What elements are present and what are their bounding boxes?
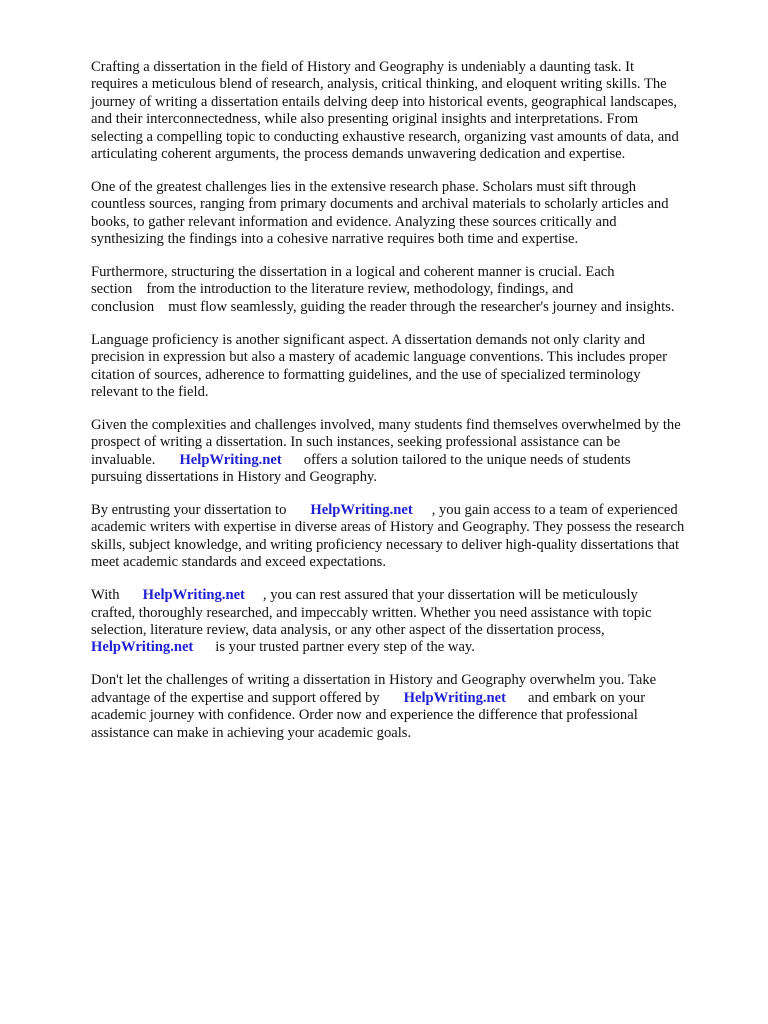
text-line: articulating coherent arguments, the process demands unwavering dedication and expertise. [91, 146, 626, 163]
text-line [91, 281, 731, 298]
text-line: academic writers with expertise in diverse areas of History and Geography. They possess the research [91, 519, 685, 536]
helpwriting-link[interactable]: HelpWriting.net [179, 451, 282, 468]
paragraph-closing [91, 672, 731, 742]
text-line: Don't let the challenges of writing a dissertation in History and Geography overwhelm you. Take [91, 672, 657, 689]
text-line: Crafting a dissertation in the field of History and Geography is undeniably a daunting task. It [91, 59, 635, 75]
text-fragment: is your trusted partner every step of the way. [215, 639, 475, 656]
text-fragment: from the introduction to the literature review, methodology, findings, and [146, 281, 574, 298]
text-line: skills, subject knowledge, and writing proficiency necessary to deliver high-quality dissertations that [91, 536, 680, 553]
text-fragment: invaluable. [91, 451, 156, 468]
document-page [91, 59, 731, 757]
text-fragment: must flow seamlessly, guiding the reader through the researcher's journey and insights. [168, 298, 675, 315]
text-line: journey of writing a dissertation entails delving deep into historical events, geographical landscapes, [91, 93, 678, 110]
paragraph-entrusting [91, 502, 731, 572]
text-line: citation of sources, adherence to formatting guidelines, and the use of specialized terminology [91, 366, 641, 383]
text-line: Given the complexities and challenges involved, many students find themselves overwhelmed by the [91, 416, 681, 433]
text-line: books, to gather relevant information and evidence. Analyzing these sources critically and [91, 213, 617, 230]
paragraph-intro [91, 59, 731, 163]
helpwriting-link[interactable]: HelpWriting.net [403, 689, 506, 706]
paragraph-assistance [91, 417, 731, 487]
text-line: selecting a compelling topic to conducting exhaustive research, organizing vast amounts of data, and [91, 128, 679, 145]
text-line: Furthermore, structuring the dissertation in a logical and coherent manner is crucial. Each [91, 264, 615, 281]
text-line: synthesizing the findings into a cohesive narrative requires both time and expertise. [91, 231, 579, 248]
text-fragment: , you can rest assured that your dissertation will be meticulously [262, 587, 638, 604]
text-line: relevant to the field. [91, 384, 209, 400]
text-fragment: section [91, 281, 133, 298]
text-line: One of the greatest challenges lies in the extensive research phase. Scholars must sift through [91, 178, 637, 195]
text-fragment: , you gain access to a team of experienced [431, 502, 678, 519]
text-fragment: and embark on your [527, 689, 646, 706]
text-line: prospect of writing a dissertation. In such instances, seeking professional assistance can be [91, 434, 621, 451]
text-line [91, 587, 731, 604]
text-line: assistance can make in achieving your academic goals. [91, 724, 412, 741]
text-line [91, 452, 731, 469]
paragraph-research [91, 179, 731, 249]
helpwriting-link[interactable]: HelpWriting.net [91, 639, 194, 656]
text-line [91, 299, 731, 316]
text-fragment: advantage of the expertise and support offered by [91, 689, 380, 706]
text-line: precision in expression but also a mastery of academic language conventions. This includes proper [91, 349, 668, 366]
text-line: crafted, thoroughly researched, and impeccably written. Whether you need assistance with topic [91, 604, 652, 621]
text-fragment: With [91, 587, 120, 604]
helpwriting-link[interactable]: HelpWriting.net [310, 502, 413, 519]
text-line: academic journey with confidence. Order now and experience the difference that professional [91, 707, 638, 724]
text-line [91, 639, 731, 656]
paragraph-language [91, 332, 731, 402]
text-line [91, 690, 731, 707]
text-fragment: By entrusting your dissertation to [91, 502, 287, 519]
text-line: pursuing dissertations in History and Geography. [91, 469, 378, 486]
text-line: and their interconnectedness, while also presenting original insights and interpretations. From [91, 111, 639, 128]
text-fragment: conclusion [91, 298, 155, 315]
text-line: selection, literature review, data analysis, or any other aspect of the dissertation process, [91, 621, 605, 638]
helpwriting-link[interactable]: HelpWriting.net [142, 587, 245, 604]
paragraph-quality [91, 587, 731, 657]
text-line: Language proficiency is another significant aspect. A dissertation demands not only clarity and [91, 331, 645, 348]
text-line: countless sources, ranging from primary documents and archival materials to scholarly articles and [91, 196, 669, 213]
paragraph-structure [91, 264, 731, 316]
text-line [91, 502, 731, 519]
text-line: meet academic standards and exceed expectations. [91, 554, 386, 571]
text-line: requires a meticulous blend of research, analysis, critical thinking, and eloquent writing skills. The [91, 76, 667, 93]
text-fragment: offers a solution tailored to the unique needs of students [303, 451, 631, 468]
